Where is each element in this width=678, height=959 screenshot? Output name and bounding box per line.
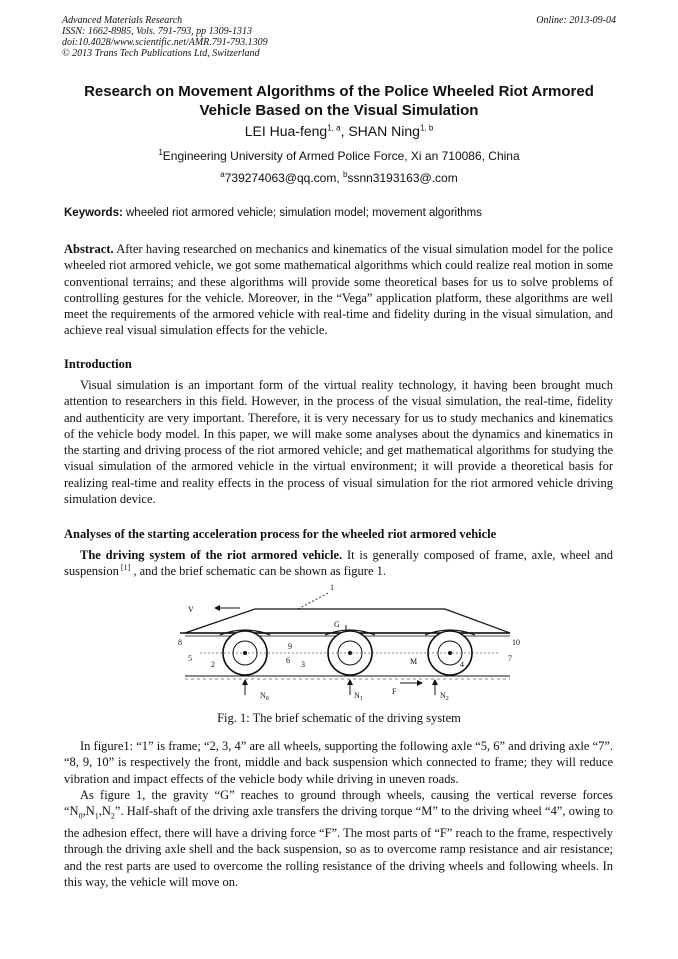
- sub-1: 1: [94, 811, 99, 821]
- gravity-text-1: As figure 1, the gravity “G” reaches to ground through wheels, causing the vertical reverse forces “N: [64, 788, 613, 819]
- gravity-paragraph: [64, 787, 613, 890]
- gravity-comma-1: ,N: [82, 804, 95, 819]
- doi-line: doi:10.4028/www.scientific.net/AMR.791-793.1309: [62, 37, 268, 48]
- label-5: 5: [188, 654, 192, 663]
- journal-name: Advanced Materials Research: [62, 15, 183, 26]
- vehicle-frame: [185, 609, 510, 633]
- label-3: 3: [301, 660, 305, 669]
- title-line-2: Vehicle Based on the Visual Simulation: [199, 102, 479, 119]
- driving-system-text-2: , and the brief schematic can be shown as figure 1.: [130, 564, 387, 579]
- journal-header: [62, 15, 616, 59]
- abstract-text: After having researched on mechanics and kinematics of the visual simulation model for the police wheeled riot armored vehicle, we got some mathematical algorithms which could realize real motion in some conventional terrains; and these algorithms will provide some theoretical bases for us to solve problems of controlling gestures for the vehicle. Moreover, in the “Vega” application platform, these algorithms are well meet the requirements of the armored vehicle with real-time and fidelity during in the visual simulation, and achieve real visual simulation effects for the vehicle.: [64, 242, 613, 338]
- keywords: [64, 206, 616, 221]
- section2-heading: Analyses of the starting acceleration process for the wheeled riot armored vehicle: [64, 527, 497, 541]
- email-line: [0, 171, 678, 186]
- affiliation-text: Engineering University of Armed Police Force, Xi an 710086, China: [162, 149, 520, 163]
- label-g: G: [334, 620, 340, 629]
- wheel-4: [425, 630, 475, 675]
- label-f: F: [392, 687, 397, 696]
- label-n2: $N_2$: [440, 691, 449, 702]
- driving-system-schematic: [180, 583, 530, 708]
- wheel-3: [325, 630, 375, 675]
- author-separator: ,: [340, 123, 349, 139]
- label-8: 8: [178, 638, 182, 647]
- email-b-sup: b: [343, 170, 348, 179]
- author-1-sup: 1, a: [327, 123, 341, 133]
- issn-line: ISSN: 1662-8985, Vols. 791-793, pp 1309-1313: [62, 26, 252, 37]
- wheel-2: [220, 630, 270, 675]
- label-10: 10: [512, 638, 520, 647]
- sub-0: 0: [78, 811, 83, 821]
- email-a: 739274063@qq.com,: [224, 171, 343, 185]
- label-9: 9: [288, 642, 292, 651]
- figure-explanation-paragraph: In figure1: “1” is frame; “2, 3, 4” are all wheels, supporting the following axle “5, 6” and driving axle “7”. “8, 9, 10” is respectively the front, middle and back suspension which connected to frame; they will reduce vibration and impact effects of the vehicle body while driving in uneven roads.: [64, 739, 613, 786]
- label-2: 2: [211, 660, 215, 669]
- author-2: SHAN Ning: [348, 123, 420, 139]
- gravity-text-2: ”. Half-shaft of the driving axle transfers the driving torque “M” to the driving wheel “4”, owing to the adhesion effect, there will have a driving force “F”. The most parts of “F” reach to the frame, respectively through the driving axle shell and the back suspension, so as to overcome ramp resistance and air resistance; and the rest parts are used to overcome the rolling resistance of the driving wheels and following wheels. In this way, the vehicle will move on.: [64, 804, 613, 889]
- sub-2: 2: [110, 811, 115, 821]
- email-a-sup: a: [220, 170, 225, 179]
- label-m: M: [410, 657, 418, 666]
- online-date: Online: 2013-09-04: [536, 15, 616, 26]
- figure-caption: Fig. 1: The brief schematic of the driving system: [217, 711, 461, 725]
- citation-ref: [1]: [118, 563, 131, 573]
- label-7: 7: [508, 654, 512, 663]
- driving-system-paragraph: [64, 547, 613, 580]
- email-b: ssnn3193163@.com: [347, 171, 458, 185]
- driving-system-text: It is generally composed of frame, axle, wheel and suspension: [64, 548, 614, 579]
- title-line-1: Research on Movement Algorithms of the Police Wheeled Riot Armored: [84, 83, 594, 100]
- driving-system-label: The driving system of the riot armored vehicle.: [80, 548, 343, 562]
- intro-paragraph: Visual simulation is an important form of the virtual reality technology, it having been brought much attention to researchers in this field. However, in the process of the visual simulation, the real-time, fidelity and authenticity are very important. Therefore, it is very necessary for us to study mechanics and kinematics of the vehicle body model. In this paper, we will make some analyses about the dynamics and kinematics in the starting and driving process of the riot armored vehicle; and get mathematical algorithms for studying the visual simulation of the armored vehicle in the virtual environment; it will provide a theoretical basis for realizing real-time and reality effects in the process of visual simulation for the riot armored vehicle driving simulation device.: [64, 378, 613, 507]
- affiliation: [0, 149, 678, 164]
- paper-title: [40, 82, 638, 120]
- label-1: 1: [330, 583, 334, 592]
- abstract-label: Abstract.: [64, 242, 114, 256]
- gravity-comma-2: ,N: [98, 804, 111, 819]
- keywords-label: Keywords:: [64, 207, 123, 219]
- author-1: LEI Hua-feng: [244, 123, 328, 139]
- copyright-line: © 2013 Trans Tech Publications Ltd, Switzerland: [62, 48, 260, 59]
- label-n1: $N_1$: [354, 691, 363, 702]
- author-2-sup: 1, b: [419, 123, 434, 133]
- label-v: V: [188, 605, 194, 614]
- label-4: 4: [460, 660, 464, 669]
- affiliation-sup: 1: [158, 148, 163, 157]
- frame-leader: [298, 593, 328, 609]
- abstract: [64, 241, 613, 339]
- label-6: 6: [286, 656, 290, 665]
- label-n0: $N_0$: [260, 691, 269, 702]
- keywords-text: wheeled riot armored vehicle; simulation model; movement algorithms: [122, 207, 483, 219]
- intro-heading: Introduction: [64, 357, 132, 371]
- author-line: [0, 122, 678, 140]
